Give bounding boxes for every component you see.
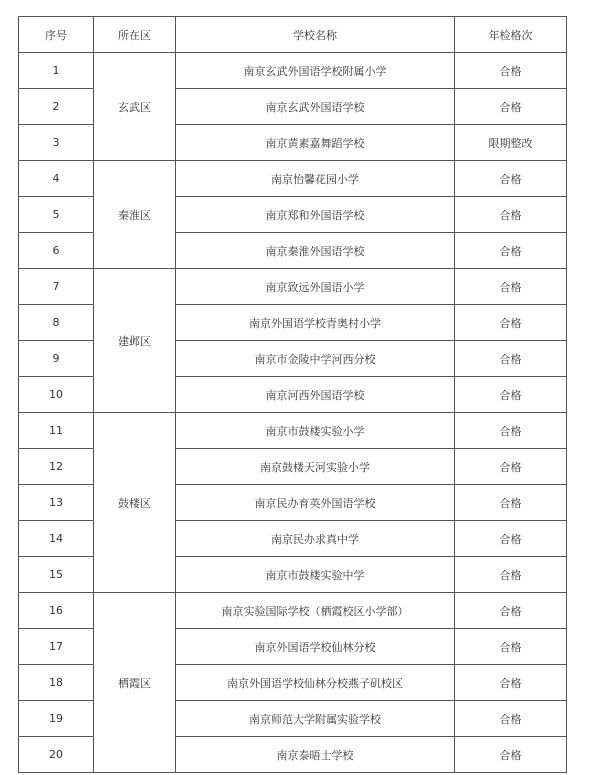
school-name: 南京鼓楼天河实验小学 xyxy=(176,449,455,485)
school-inspection-table-container xyxy=(18,16,566,773)
table-row xyxy=(19,269,567,305)
row-index: 13 xyxy=(19,485,94,521)
school-name: 南京玄武外国语学校附属小学 xyxy=(176,53,455,89)
inspection-result: 合格 xyxy=(455,737,567,773)
inspection-result: 合格 xyxy=(455,449,567,485)
school-name: 南京市鼓楼实验小学 xyxy=(176,413,455,449)
inspection-result: 合格 xyxy=(455,593,567,629)
inspection-result: 合格 xyxy=(455,413,567,449)
school-name: 南京民办求真中学 xyxy=(176,521,455,557)
table-row xyxy=(19,593,567,629)
row-index: 19 xyxy=(19,701,94,737)
school-name: 南京黄素嘉舞蹈学校 xyxy=(176,125,455,161)
inspection-result: 合格 xyxy=(455,665,567,701)
row-index: 20 xyxy=(19,737,94,773)
inspection-result: 合格 xyxy=(455,701,567,737)
row-index: 8 xyxy=(19,305,94,341)
inspection-result: 合格 xyxy=(455,557,567,593)
header-district: 所在区 xyxy=(94,17,176,53)
inspection-result: 合格 xyxy=(455,377,567,413)
row-index: 2 xyxy=(19,89,94,125)
row-index: 9 xyxy=(19,341,94,377)
row-index: 7 xyxy=(19,269,94,305)
row-index: 15 xyxy=(19,557,94,593)
header-row xyxy=(19,17,567,53)
school-name: 南京致远外国语小学 xyxy=(176,269,455,305)
school-name: 南京外国语学校仙林分校 xyxy=(176,629,455,665)
district-cell: 建邺区 xyxy=(94,269,176,413)
school-name: 南京河西外国语学校 xyxy=(176,377,455,413)
row-index: 6 xyxy=(19,233,94,269)
inspection-result: 合格 xyxy=(455,197,567,233)
inspection-result: 合格 xyxy=(455,89,567,125)
school-name: 南京市鼓楼实验中学 xyxy=(176,557,455,593)
table-row xyxy=(19,413,567,449)
row-index: 10 xyxy=(19,377,94,413)
school-name: 南京市金陵中学河西分校 xyxy=(176,341,455,377)
row-index: 16 xyxy=(19,593,94,629)
district-cell: 玄武区 xyxy=(94,53,176,161)
row-index: 4 xyxy=(19,161,94,197)
row-index: 3 xyxy=(19,125,94,161)
inspection-result: 合格 xyxy=(455,629,567,665)
school-name: 南京泰晤士学校 xyxy=(176,737,455,773)
row-index: 12 xyxy=(19,449,94,485)
school-name: 南京郑和外国语学校 xyxy=(176,197,455,233)
row-index: 17 xyxy=(19,629,94,665)
table-row xyxy=(19,161,567,197)
school-name: 南京实验国际学校（栖霞校区小学部） xyxy=(176,593,455,629)
inspection-result: 合格 xyxy=(455,305,567,341)
row-index: 1 xyxy=(19,53,94,89)
inspection-result: 合格 xyxy=(455,161,567,197)
school-name: 南京民办育英外国语学校 xyxy=(176,485,455,521)
inspection-result: 合格 xyxy=(455,521,567,557)
header-inspection-result: 年检格次 xyxy=(455,17,567,53)
header-school-name: 学校名称 xyxy=(176,17,455,53)
header-index: 序号 xyxy=(19,17,94,53)
row-index: 18 xyxy=(19,665,94,701)
inspection-result: 合格 xyxy=(455,485,567,521)
row-index: 11 xyxy=(19,413,94,449)
inspection-result: 合格 xyxy=(455,269,567,305)
inspection-result: 合格 xyxy=(455,53,567,89)
inspection-result: 限期整改 xyxy=(455,125,567,161)
row-index: 5 xyxy=(19,197,94,233)
inspection-result: 合格 xyxy=(455,341,567,377)
school-name: 南京师范大学附属实验学校 xyxy=(176,701,455,737)
row-index: 14 xyxy=(19,521,94,557)
district-cell: 鼓楼区 xyxy=(94,413,176,593)
school-name: 南京秦淮外国语学校 xyxy=(176,233,455,269)
school-name: 南京怡馨花园小学 xyxy=(176,161,455,197)
school-name: 南京外国语学校青奥村小学 xyxy=(176,305,455,341)
inspection-result: 合格 xyxy=(455,233,567,269)
school-inspection-table xyxy=(18,16,567,773)
school-name: 南京外国语学校仙林分校燕子矶校区 xyxy=(176,665,455,701)
district-cell: 栖霞区 xyxy=(94,593,176,773)
district-cell: 秦淮区 xyxy=(94,161,176,269)
school-name: 南京玄武外国语学校 xyxy=(176,89,455,125)
table-row xyxy=(19,53,567,89)
